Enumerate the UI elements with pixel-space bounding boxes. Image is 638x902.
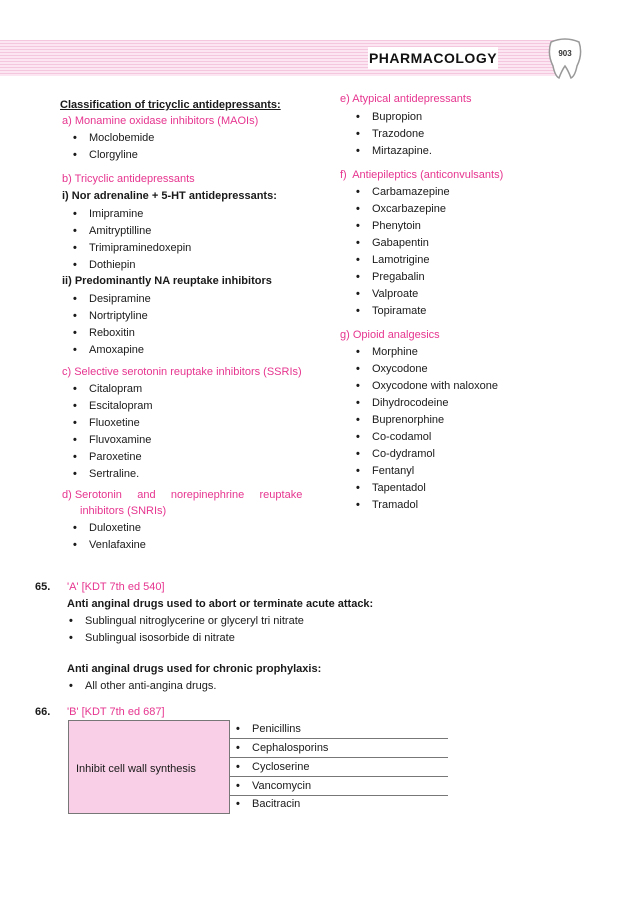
list-item: • Tramadol: [372, 498, 418, 512]
list-item: • Amitryptilline: [89, 224, 151, 238]
list-item: • Gabapentin: [372, 236, 429, 250]
table-cell-left: Inhibit cell wall synthesis: [76, 763, 196, 775]
classification-title: Classification of tricyclic antidepressants:: [60, 99, 281, 111]
list-item: • Venlafaxine: [89, 538, 146, 552]
section-e-heading: e) Atypical antidepressants: [340, 93, 472, 105]
list-item: • Paroxetine: [89, 450, 142, 464]
list-item: • Phenytoin: [372, 219, 421, 233]
list-item: • Oxycodone with naloxone: [372, 379, 498, 393]
list-item: • Carbamazepine: [372, 185, 450, 199]
table-cell: • Penicillins: [252, 722, 301, 736]
list-item: • Amoxapine: [89, 343, 144, 357]
table-row-divider: [229, 757, 448, 758]
list-item: • Dothiepin: [89, 258, 135, 272]
answer-reference: 'A' [KDT 7th ed 540]: [67, 581, 165, 593]
list-item: • Desipramine: [89, 292, 151, 306]
list-item: • Co-codamol: [372, 430, 431, 444]
question-number: 65.: [35, 581, 51, 593]
section-b-heading: b) Tricyclic antidepressants: [62, 173, 195, 185]
section-b-ii-heading: ii) Predominantly NA reuptake inhibitors: [62, 275, 272, 287]
list-item: • Trazodone: [372, 127, 424, 141]
table-cell: • Bacitracin: [252, 797, 300, 811]
list-item: • Sublingual nitroglycerine or glyceryl tri nitrate: [85, 614, 304, 628]
page-number: 903: [558, 49, 572, 58]
table-cell: • Vancomycin: [252, 779, 311, 793]
list-item: • Pregabalin: [372, 270, 425, 284]
answer-reference: 'B' [KDT 7th ed 687]: [67, 706, 165, 718]
list-item: • Trimipraminedoxepin: [89, 241, 191, 255]
q65-heading-chronic: Anti anginal drugs used for chronic prophylaxis:: [67, 663, 322, 675]
list-item: • Fluvoxamine: [89, 433, 151, 447]
list-item: • Clorgyline: [89, 148, 138, 162]
list-item: • Valproate: [372, 287, 418, 301]
list-item: • Buprenorphine: [372, 413, 444, 427]
list-item: • Reboxitin: [89, 326, 135, 340]
tooth-icon: [545, 36, 585, 80]
section-b-i-heading: i) Nor adrenaline + 5-HT antidepressants:: [62, 190, 277, 202]
section-f-heading: f) Antiepileptics (anticonvulsants): [340, 169, 504, 181]
page-title: PHARMACOLOGY: [368, 47, 498, 69]
list-item: • Tapentadol: [372, 481, 426, 495]
list-item: • Moclobemide: [89, 131, 154, 145]
list-item: • Dihydrocodeine: [372, 396, 448, 410]
section-d-heading-cont: inhibitors (SNRIs): [80, 505, 167, 517]
list-item: • Oxycodone: [372, 362, 428, 376]
list-item: • Fluoxetine: [89, 416, 140, 430]
list-item: • Imipramine: [89, 207, 143, 221]
table-cell: • Cephalosporins: [252, 741, 328, 755]
list-item: • Sertraline.: [89, 467, 139, 481]
section-g-heading: g) Opioid analgesics: [340, 329, 440, 341]
question-number: 66.: [35, 706, 51, 718]
table-row-divider: [229, 738, 448, 739]
list-item: • Oxcarbazepine: [372, 202, 446, 216]
section-c-heading: c) Selective serotonin reuptake inhibitors (SSRIs): [62, 366, 302, 378]
list-item: • Sublingual isosorbide di nitrate: [85, 631, 235, 645]
list-item: • Lamotrigine: [372, 253, 429, 267]
table-cell: • Cycloserine: [252, 760, 309, 774]
q65-heading-acute: Anti anginal drugs used to abort or terminate acute attack:: [67, 598, 374, 610]
table-row-divider: [229, 776, 448, 777]
list-item: • Duloxetine: [89, 521, 141, 535]
list-item: • Escitalopram: [89, 399, 153, 413]
list-item: • Fentanyl: [372, 464, 414, 478]
table-row-divider: [229, 795, 448, 796]
list-item: • Nortriptyline: [89, 309, 148, 323]
list-item: • Citalopram: [89, 382, 142, 396]
list-item: • Mirtazapine.: [372, 144, 432, 158]
list-item: • Bupropion: [372, 110, 422, 124]
section-d-heading: d) Serotonin and norepinephrine reuptake: [62, 489, 303, 501]
list-item: • Co-dydramol: [372, 447, 435, 461]
list-item: • Morphine: [372, 345, 418, 359]
section-a-heading: a) Monamine oxidase inhibitors (MAOIs): [62, 115, 259, 127]
list-item: • All other anti-angina drugs.: [85, 679, 216, 693]
list-item: • Topiramate: [372, 304, 426, 318]
